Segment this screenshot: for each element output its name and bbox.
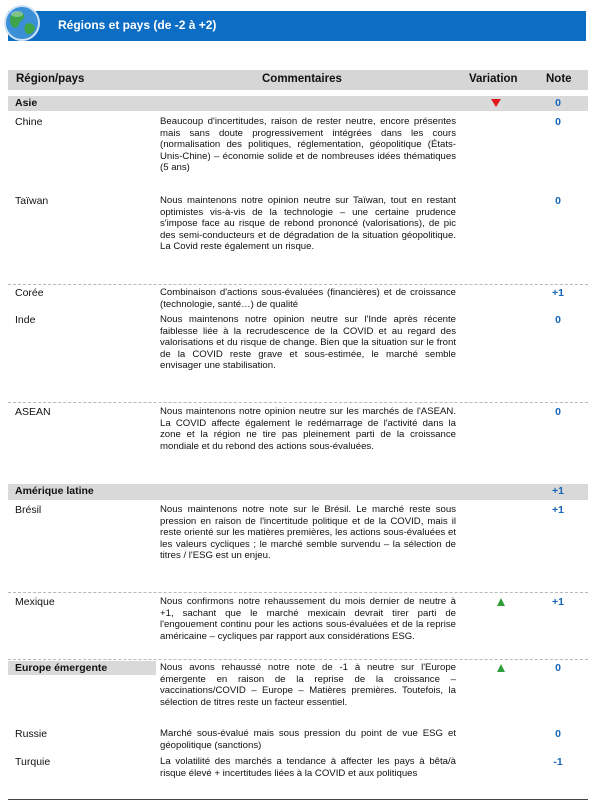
region-name: Amérique latine — [15, 485, 94, 497]
region-name: Turquie — [15, 756, 51, 768]
column-header-variation: Variation — [469, 73, 518, 85]
region-name: Inde — [15, 314, 36, 326]
table-row — [8, 484, 588, 500]
region-name: Chine — [15, 116, 43, 128]
comment-text: Combinaison d'actions sous-évaluées (financières) et de croissance (technologie, santé…) de qualité — [160, 287, 456, 310]
region-name: Brésil — [15, 504, 42, 516]
note-value: 0 — [555, 97, 561, 109]
region-name: Corée — [15, 287, 44, 299]
region-name: Asie — [15, 97, 38, 109]
table-row — [8, 115, 588, 192]
section-banner — [8, 11, 586, 41]
note-value: +1 — [552, 596, 564, 608]
comment-text: Marché sous-évalué mais sous pression du point de vue ESG et géopolitique (sanctions) — [160, 728, 456, 751]
region-name: Mexique — [15, 596, 55, 608]
table-row — [8, 661, 588, 725]
table-bottom-border — [8, 799, 588, 800]
note-value: 0 — [555, 195, 561, 207]
note-value: 0 — [555, 314, 561, 326]
table-row — [8, 405, 588, 480]
row-divider — [8, 284, 588, 285]
note-value: 0 — [555, 728, 561, 740]
comment-text: Nous maintenons notre note sur le Brésil. Le marché reste sous pression en raison de l'incertitude politique et de la COVID, mais il reste orienté sur les matières premières, les actions sous-évaluées et les valeurs cycliques ; le marché semble survendu – la sélection de titres / l'ESG est un enjeu. — [160, 504, 456, 562]
comment-text: Nous maintenons notre opinion neutre sur Taïwan, tout en restant optimistes vis-à-vis de la technologie – une certaine prudence s'impose face au risque de rebond prononcé (valorisations), de pic des semi-conducteurs et de dégradation de la situation géopolitique. La Covid reste également un risque. — [160, 195, 456, 253]
table-row — [8, 727, 588, 755]
table-row — [8, 96, 588, 111]
region-name: Russie — [15, 728, 48, 740]
table-header — [8, 70, 588, 90]
table-row — [8, 286, 588, 313]
banner-title: Régions et pays (de -2 à +2) — [58, 18, 217, 32]
variation-up-icon — [497, 664, 505, 672]
globe-icon — [2, 2, 42, 42]
variation-down-icon — [491, 99, 501, 107]
note-value: -1 — [553, 756, 563, 768]
comment-text: Nous avons rehaussé notre note de -1 à neutre sur l'Europe émergente en raison de la reprise de la croissance – vaccinations/COVID – Europe – Matières premières. Toutefois, la sélection de titres reste un facteur essentiel. — [160, 662, 456, 708]
table-row — [8, 503, 588, 591]
note-value: +1 — [552, 485, 564, 497]
table-row — [8, 755, 588, 795]
region-name: Europe émergente — [15, 662, 108, 674]
column-header-region: Région/pays — [16, 73, 85, 85]
note-value: 0 — [555, 406, 561, 418]
row-divider — [8, 402, 588, 403]
row-divider — [8, 592, 588, 593]
comment-text: Nous maintenons notre opinion neutre sur les marchés de l'ASEAN. La COVID affecte également le redémarrage de l'activité dans la zone et la région ne tire pas pleinement parti de la croissance mondiale et du rebond des actions sous-évaluées. — [160, 406, 456, 452]
note-value: 0 — [555, 662, 561, 674]
row-divider — [8, 659, 588, 660]
variation-up-icon — [497, 598, 505, 606]
note-value: +1 — [552, 287, 564, 299]
comment-text: Nous confirmons notre rehaussement du mois dernier de neutre à +1, sachant que le marché mexicain devrait tirer parti de l'engouement continu pour les actions sous-évaluées et de la reprise américaine – cycliques par rapport aux considérations ESG. — [160, 596, 456, 642]
column-header-note: Note — [546, 73, 572, 85]
table-row — [8, 194, 588, 282]
region-name: Taïwan — [15, 195, 49, 207]
region-name: ASEAN — [15, 406, 51, 418]
table-row — [8, 313, 588, 395]
table-row — [8, 595, 588, 658]
comment-text: Beaucoup d'incertitudes, raison de rester neutre, encore présentes mais sans doute progressivement intégrées dans les cours (normalisation des politiques, réglementation, géopolitique (États-Unis-Chine) – économie solide et de nombreuses idées thématiques (5 ans) — [160, 116, 456, 174]
note-value: +1 — [552, 504, 564, 516]
comment-text: La volatilité des marchés a tendance à affecter les pays à bêta/à risque élevé + incertitudes liées à la COVID et aux politiques — [160, 756, 456, 779]
note-value: 0 — [555, 116, 561, 128]
column-header-comment: Commentaires — [262, 73, 342, 85]
comment-text: Nous maintenons notre opinion neutre sur l'Inde après récente faiblesse liée à la recrudescence de la COVID et au regard des valorisations et du risque de change. Bien que la situation sur le front de la COVID reste grave et sous-estimée, le marché semble envisager une stabilisation. — [160, 314, 456, 372]
